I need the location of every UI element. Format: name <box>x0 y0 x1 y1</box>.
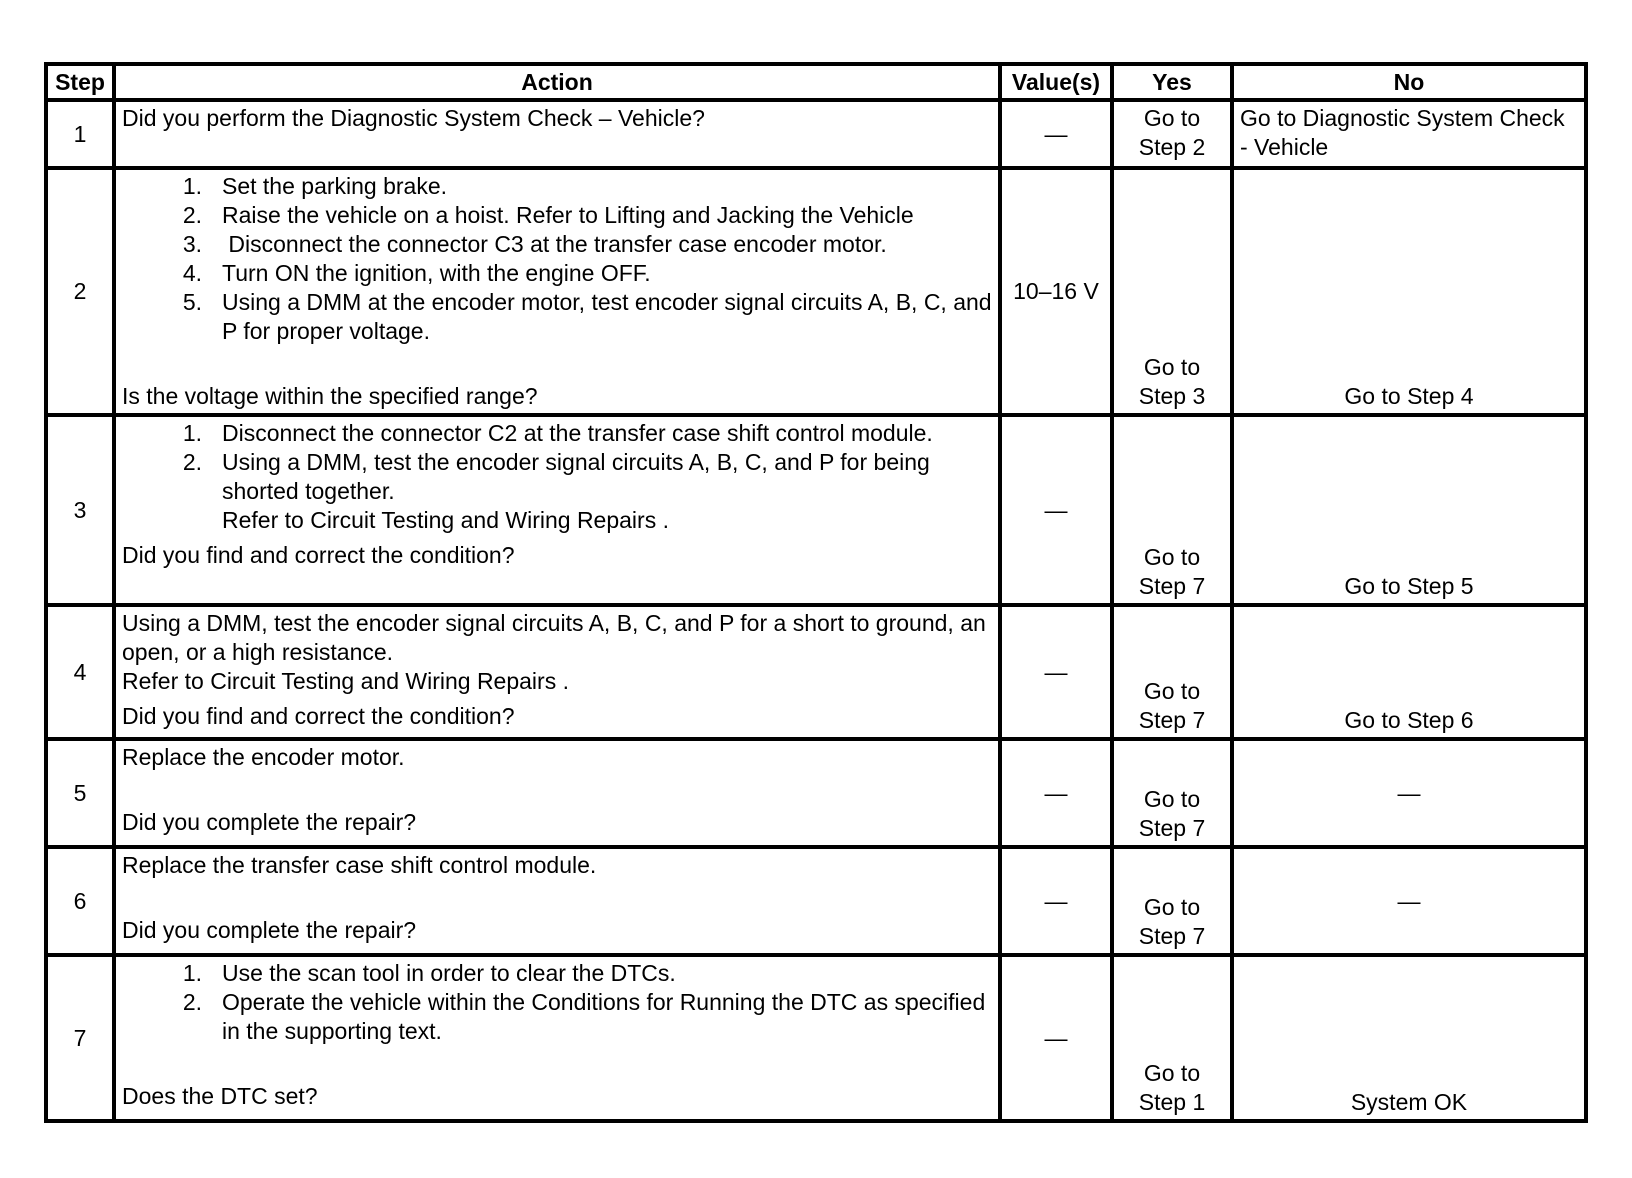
diagnostic-table <box>44 62 1588 1123</box>
list-item: 2. Raise the vehicle on a hoist. Refer to Lifting and Jacking the Vehicle <box>182 202 914 228</box>
header-values: Value(s) <box>1000 64 1112 100</box>
header-yes: Yes <box>1112 64 1232 100</box>
list-item: 1. Disconnect the connector C2 at the transfer case shift control module. <box>182 420 933 446</box>
table-row <box>46 955 1586 1121</box>
header-no: No <box>1232 64 1586 100</box>
action-cell <box>114 847 1000 955</box>
no-cell: System OK <box>1232 955 1586 1121</box>
no-cell: Go to Step 5 <box>1232 415 1586 605</box>
no-cell: — <box>1232 739 1586 847</box>
step-number: 7 <box>46 955 114 1121</box>
action-list <box>122 172 992 346</box>
yes-cell: Go to Step 3 <box>1112 168 1232 415</box>
action-question: Did you complete the repair? <box>122 809 417 835</box>
table-row <box>46 605 1586 739</box>
action-text: Replace the encoder motor. <box>122 744 405 770</box>
reference-text: Refer to Circuit Testing and Wiring Repairs . <box>122 668 569 694</box>
no-cell: Go to Step 4 <box>1232 168 1586 415</box>
list-item: 2. Using a DMM, test the encoder signal circuits A, B, C, and P for being shorted together. <box>182 449 930 504</box>
action-cell <box>114 415 1000 605</box>
table-row <box>46 847 1586 955</box>
action-question: Does the DTC set? <box>122 1083 318 1109</box>
action-list <box>122 419 992 506</box>
table-row <box>46 100 1586 168</box>
yes-cell: Go to Step 7 <box>1112 605 1232 739</box>
action-cell <box>114 100 1000 168</box>
action-list <box>122 959 992 1046</box>
list-item: 3. Disconnect the connector C3 at the transfer case encoder motor. <box>182 231 887 257</box>
header-row <box>46 64 1586 100</box>
list-item: 1. Set the parking brake. <box>182 173 448 199</box>
action-text: Using a DMM, test the encoder signal circuits A, B, C, and P for a short to ground, an open, or a high resistance. <box>122 610 986 665</box>
value-cell: — <box>1000 739 1112 847</box>
step-number: 1 <box>46 100 114 168</box>
step-number: 4 <box>46 605 114 739</box>
action-question: Did you complete the repair? <box>122 917 417 943</box>
action-question: Is the voltage within the specified range? <box>122 383 538 409</box>
value-cell: — <box>1000 415 1112 605</box>
yes-cell: Go to Step 1 <box>1112 955 1232 1121</box>
action-cell <box>114 955 1000 1121</box>
list-item: 5. Using a DMM at the encoder motor, test encoder signal circuits A, B, C, and P for proper voltage. <box>182 289 992 344</box>
action-cell <box>114 168 1000 415</box>
step-number: 2 <box>46 168 114 415</box>
action-question: Did you find and correct the condition? <box>122 703 515 729</box>
action-text: Did you perform the Diagnostic System Check – Vehicle? <box>122 105 705 131</box>
list-item: 1. Use the scan tool in order to clear the DTCs. <box>182 960 676 986</box>
header-action: Action <box>114 64 1000 100</box>
value-cell: — <box>1000 605 1112 739</box>
yes-cell: Go to Step 7 <box>1112 847 1232 955</box>
action-cell <box>114 605 1000 739</box>
no-cell: Go to Step 6 <box>1232 605 1586 739</box>
step-number: 3 <box>46 415 114 605</box>
action-text: Replace the transfer case shift control module. <box>122 852 597 878</box>
no-cell: — <box>1232 847 1586 955</box>
action-cell <box>114 739 1000 847</box>
table-row <box>46 739 1586 847</box>
value-cell: — <box>1000 847 1112 955</box>
value-cell: — <box>1000 100 1112 168</box>
step-number: 6 <box>46 847 114 955</box>
step-number: 5 <box>46 739 114 847</box>
no-cell: Go to Diagnostic System Check - Vehicle <box>1232 100 1586 168</box>
value-cell: — <box>1000 955 1112 1121</box>
action-question: Did you find and correct the condition? <box>122 542 515 568</box>
list-item: 2. Operate the vehicle within the Conditions for Running the DTC as specified in the supporting text. <box>182 989 986 1044</box>
yes-cell: Go to Step 2 <box>1112 100 1232 168</box>
yes-cell: Go to Step 7 <box>1112 415 1232 605</box>
reference-text: Refer to Circuit Testing and Wiring Repairs . <box>222 507 669 533</box>
list-item: 4. Turn ON the ignition, with the engine OFF. <box>182 260 651 286</box>
value-cell: 10–16 V <box>1000 168 1112 415</box>
table-row <box>46 168 1586 415</box>
table-row <box>46 415 1586 605</box>
yes-cell: Go to Step 7 <box>1112 739 1232 847</box>
header-step: Step <box>46 64 114 100</box>
